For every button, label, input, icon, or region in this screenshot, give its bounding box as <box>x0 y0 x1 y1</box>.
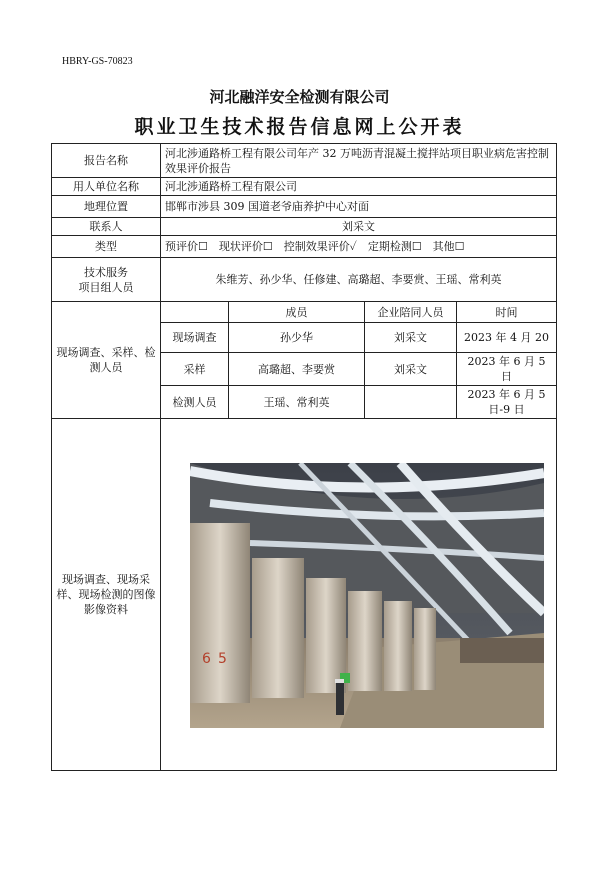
contact-value: 刘采文 <box>161 218 557 236</box>
survey-time: 2023 年 6 月 5 日-9 日 <box>457 386 557 419</box>
survey-task: 现场调查 <box>161 323 229 353</box>
survey-label: 现场调查、采样、检测人员 <box>52 302 161 419</box>
silo-mark: 5 <box>218 651 227 667</box>
team-label-line2: 项目组人员 <box>78 280 134 294</box>
type-label: 类型 <box>52 236 161 258</box>
row-location <box>52 196 557 218</box>
row-team <box>52 258 557 302</box>
row-type <box>52 236 557 258</box>
report-name-value: 河北涉通路桥工程有限公司年产 32 万吨沥青混凝土搅拌站项目职业病危害控制效果评价报告 <box>161 144 557 178</box>
row-report-name <box>52 144 557 178</box>
survey-time: 2023 年 6 月 5 日 <box>457 353 557 386</box>
team-label <box>52 258 161 302</box>
site-photo <box>190 463 544 728</box>
survey-header-row <box>52 302 557 323</box>
survey-company-rep: 刘采文 <box>365 353 457 386</box>
employer-label: 用人单位名称 <box>52 178 161 196</box>
location-label: 地理位置 <box>52 196 161 218</box>
survey-company-rep: 刘采文 <box>365 323 457 353</box>
silo-mark: 6 <box>202 651 211 667</box>
survey-members: 王瑶、常利英 <box>229 386 365 419</box>
images-cell <box>161 419 557 771</box>
document-code: HBRY-GS-70823 <box>62 56 133 67</box>
survey-time: 2023 年 4 月 20 <box>457 323 557 353</box>
survey-members: 高璐超、李要赏 <box>229 353 365 386</box>
type-value: 预评价☐ 现状评价☐ 控制效果评价✓ 定期检测☐ 其他☐ <box>161 236 557 258</box>
team-label-line1: 技术服务 <box>84 265 128 279</box>
row-images <box>52 419 557 771</box>
team-value: 朱维芳、孙少华、任修建、高璐超、李要赏、王瑶、常利英 <box>161 258 557 302</box>
survey-company-rep <box>365 386 457 419</box>
images-label: 现场调查、现场采样、现场检测的图像影像资料 <box>52 419 161 771</box>
survey-header-company-rep: 企业陪同人员 <box>365 302 457 323</box>
location-value: 邯郸市涉县 309 国道老爷庙养护中心对面 <box>161 196 557 218</box>
survey-header-members: 成员 <box>229 302 365 323</box>
row-contact <box>52 218 557 236</box>
survey-task: 采样 <box>161 353 229 386</box>
row-employer <box>52 178 557 196</box>
employer-value: 河北涉通路桥工程有限公司 <box>161 178 557 196</box>
survey-task: 检测人员 <box>161 386 229 419</box>
contact-label: 联系人 <box>52 218 161 236</box>
disclosure-table <box>51 143 557 771</box>
document-title: 职业卫生技术报告信息网上公开表 <box>134 116 465 138</box>
site-photo-graphic <box>190 463 544 728</box>
survey-members: 孙少华 <box>229 323 365 353</box>
survey-header-time: 时间 <box>457 302 557 323</box>
survey-header-empty <box>161 302 229 323</box>
company-name: 河北融洋安全检测有限公司 <box>209 88 390 106</box>
report-name-label: 报告名称 <box>52 144 161 178</box>
